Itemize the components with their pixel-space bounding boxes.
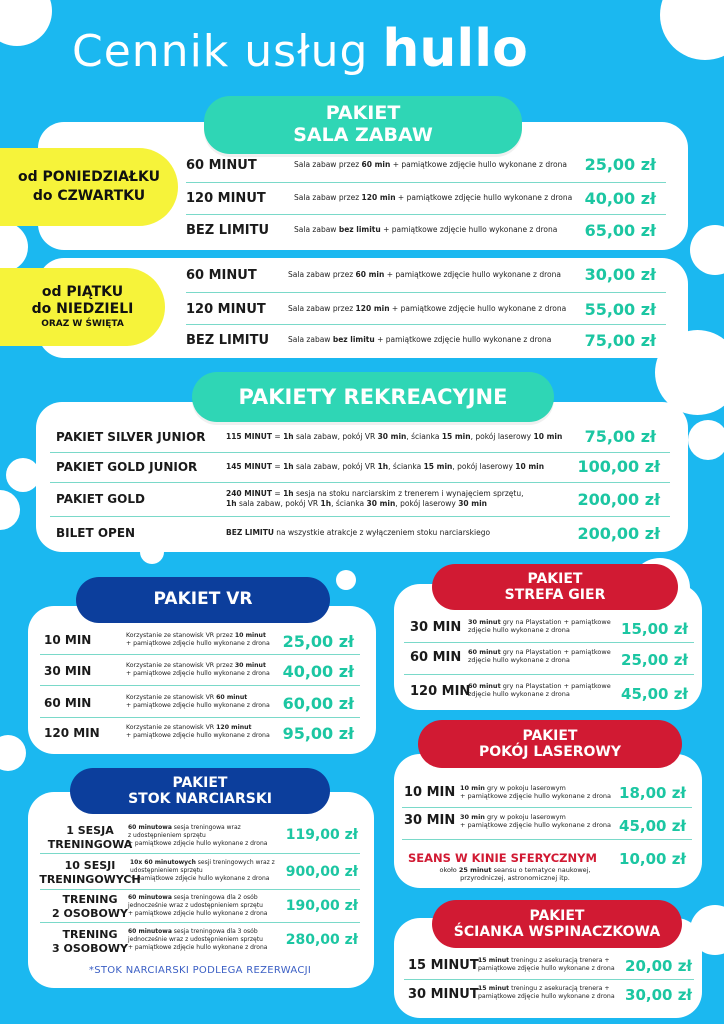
weekend-label-line: do NIEDZIELI	[31, 301, 134, 318]
bubble	[0, 0, 52, 46]
row-desc: Sala zabaw przez 60 min + pamiątkowe zdjęcie hullo wykonane z drona	[294, 160, 567, 170]
row-name: 10 MIN	[404, 785, 456, 800]
row-desc: 60 minutowa sesja treningowa dla 2 osób jednocześnie wraz z udostępnieniem sprzętu + pamiątkowe zdjęcie hullo wykonane z drona	[128, 894, 268, 917]
heading-line: PAKIETY REKREACYJNE	[238, 384, 508, 409]
bubble	[336, 570, 356, 590]
row-price: 55,00 zł	[584, 300, 656, 319]
stok-heading	[70, 768, 330, 814]
kino-desc: około 25 minut seansu o tematyce naukowej, przyrodniczej, astronomicznej itp.	[439, 866, 591, 883]
row-price: 75,00 zł	[584, 331, 656, 350]
weekday-label-line: do CZWARTKU	[32, 188, 146, 204]
price-row	[186, 265, 586, 285]
heading-line: SALA ZABAW	[293, 124, 433, 146]
row-divider	[404, 642, 694, 643]
row-desc: Sala zabaw przez 120 min + pamiątkowe zdjęcie hullo wykonane z drona	[288, 304, 567, 314]
row-name: 1 SESJA TRENINGOWA	[47, 824, 133, 852]
row-name: PAKIET GOLD	[56, 492, 145, 506]
heading-line: PAKIET	[529, 907, 585, 924]
weekend-label-line: od PIĄTKU	[41, 283, 124, 300]
row-name: 30 MINUT	[408, 987, 479, 1002]
row-divider	[186, 324, 666, 325]
price-row	[186, 220, 586, 240]
heading-line: ŚCIANKA WSPINACZKOWA	[453, 924, 661, 940]
row-name: BEZ LIMITU	[186, 222, 270, 238]
row-desc: 10 min gry w pokoju laserowym + pamiątkowe zdjęcie hullo wykonane z drona	[460, 784, 612, 801]
bubble	[6, 458, 40, 492]
heading-line: PAKIET	[172, 774, 228, 791]
row-divider	[186, 292, 666, 293]
bubble	[690, 225, 724, 275]
row-desc: Sala zabaw przez 60 min + pamiątkowe zdjęcie hullo wykonane z drona	[288, 270, 561, 280]
row-price: 75,00 zł	[584, 427, 656, 446]
bubble	[0, 735, 26, 771]
price-row	[186, 330, 586, 350]
row-name: 30 MIN	[410, 620, 462, 635]
row-price: 100,00 zł	[577, 457, 660, 476]
row-price: 25,00 zł	[621, 651, 688, 669]
row-price: 280,00 zł	[285, 932, 358, 948]
row-name: TRENING 2 OSOBOWY	[52, 893, 128, 921]
kino-price: 10,00 zł	[619, 850, 686, 868]
row-price: 25,00 zł	[282, 632, 354, 651]
row-price: 20,00 zł	[625, 957, 692, 975]
row-desc: Korzystanie ze stanowisk VR przez 30 minut + pamiątkowe zdjęcie hullo wykonane z drona	[126, 662, 270, 678]
row-divider	[402, 839, 692, 840]
bubble	[688, 420, 724, 460]
row-divider	[40, 889, 360, 890]
row-divider	[404, 979, 694, 980]
row-name: 30 MIN	[44, 664, 92, 678]
row-price: 900,00 zł	[285, 864, 358, 880]
heading-line: PAKIET	[325, 102, 401, 125]
heading-line: PAKIET	[527, 570, 583, 587]
row-price: 200,00 zł	[577, 490, 660, 509]
row-divider	[50, 482, 670, 483]
heading-line: PAKIET VR	[153, 589, 253, 610]
row-name: BILET OPEN	[56, 526, 136, 540]
price-row	[186, 155, 586, 175]
row-divider	[40, 853, 360, 854]
row-desc: 60 minutowa sesja treningowa wraz z udostępnieniem sprzętu + pamiątkowe zdjęcie hullo wykonane z drona	[128, 824, 268, 847]
row-price: 30,00 zł	[625, 986, 692, 1004]
row-price: 60,00 zł	[282, 694, 354, 713]
row-name: TRENING 3 OSOBOWY	[52, 928, 128, 956]
row-price: 18,00 zł	[619, 784, 686, 802]
row-divider	[404, 674, 694, 675]
row-name: 60 MINUT	[186, 267, 257, 283]
row-name: 10 SESJI TRENINGOWYCH	[39, 859, 141, 887]
stok-reservation-note: *STOK NARCIARSKI PODLEGA REZERWACJI	[88, 965, 312, 976]
row-divider	[402, 807, 692, 808]
row-name: 120 MINUT	[186, 301, 266, 317]
row-name: 10 MIN	[44, 633, 92, 647]
hullo-logo: hullo	[382, 19, 528, 79]
row-price: 45,00 zł	[621, 685, 688, 703]
row-name: 60 MIN	[410, 650, 462, 665]
row-price: 95,00 zł	[282, 724, 354, 743]
page-title-text: Cennik usług	[72, 26, 369, 77]
row-desc: BEZ LIMITU na wszystkie atrakcje z wyłączeniem stoku narciarskiego	[226, 528, 491, 537]
row-desc: 60 minutowa sesja treningowa dla 3 osób jednocześnie wraz z udostępnieniem sprzętu + pamiątkowe zdjęcie hullo wykonane z drona	[128, 928, 268, 951]
row-divider	[50, 516, 670, 517]
row-price: 65,00 zł	[584, 221, 656, 240]
row-divider	[40, 685, 360, 686]
row-desc: Sala zabaw bez limitu + pamiątkowe zdjęcie hullo wykonane z drona	[294, 225, 558, 235]
heading-line: POKÓJ LASEROWY	[478, 744, 622, 760]
row-name: 60 MIN	[44, 696, 92, 710]
row-divider	[40, 717, 360, 718]
bubble	[0, 490, 20, 530]
weekday-label-line: od PONIEDZIAŁKU	[18, 169, 160, 186]
row-desc: 10x 60 minutowych sesji treningowych wraz z udostępnieniem sprzętu + pamiątkowe zdjęcie hullo wykonane z drona	[130, 859, 275, 882]
row-name: BEZ LIMITU	[186, 332, 270, 348]
bubble	[0, 222, 28, 272]
row-price: 40,00 zł	[282, 662, 354, 681]
heading-line: PAKIET	[522, 727, 578, 744]
weekend-label-line: ORAZ W ŚWIĘTA	[41, 318, 124, 329]
row-name: 120 MIN	[410, 684, 471, 699]
row-name: 30 MIN	[404, 813, 456, 828]
vr-heading	[76, 577, 330, 623]
weekday-label	[0, 148, 178, 226]
row-price: 25,00 zł	[584, 155, 656, 174]
heading-line: STREFA GIER	[504, 587, 606, 603]
row-divider	[186, 214, 666, 215]
row-divider	[40, 922, 360, 923]
row-price: 119,00 zł	[285, 827, 358, 843]
row-price: 30,00 zł	[584, 265, 656, 284]
row-desc: 15 minut treningu z asekuracją trenera + pamiątkowe zdjęcie hullo wykonane z drona	[478, 957, 615, 973]
row-desc: Korzystanie ze stanowisk VR 60 minut + pamiątkowe zdjęcie hullo wykonane z drona	[126, 694, 270, 710]
row-name: 120 MIN	[44, 726, 100, 740]
stok-card	[28, 792, 374, 988]
sala-zabaw-heading	[204, 96, 522, 154]
row-desc: 30 minut gry na Playstation + pamiątkowe zdjęcie hullo wykonane z drona	[468, 618, 611, 635]
row-price: 45,00 zł	[619, 817, 686, 835]
laser-heading	[418, 720, 682, 768]
row-divider	[186, 182, 666, 183]
kino-name: SEANS W KINIE SFERYCZNYM	[408, 851, 597, 865]
row-desc: 145 MINUT = 1h sala zabaw, pokój VR 1h, ścianka 15 min, pokój laserowy 10 min	[226, 462, 545, 471]
heading-line: STOK NARCIARSKI	[128, 791, 272, 807]
row-divider	[50, 452, 670, 453]
row-name: 120 MINUT	[186, 190, 266, 206]
row-name: PAKIET GOLD JUNIOR	[56, 460, 198, 474]
row-name: PAKIET SILVER JUNIOR	[56, 430, 206, 444]
row-desc: Sala zabaw przez 120 min + pamiątkowe zdjęcie hullo wykonane z drona	[294, 193, 573, 203]
row-desc: 30 min gry w pokoju laserowym + pamiątkowe zdjęcie hullo wykonane z drona	[460, 813, 612, 830]
price-row	[186, 299, 586, 319]
row-desc: 115 MINUT = 1h sala zabaw, pokój VR 30 min, ścianka 15 min, pokój laserowy 10 min	[226, 432, 563, 441]
row-desc: 240 MINUT = 1h sesja na stoku narciarskim z trenerem i wynajęciem sprzętu, 1h sala zabaw, pokój VR 1h, ścianka 30 min, pokój laserowy 30 min	[226, 489, 524, 508]
row-desc: 15 minut treningu z asekuracją trenera + pamiątkowe zdjęcie hullo wykonane z drona	[478, 985, 615, 1001]
rekreacyjne-heading	[192, 372, 554, 422]
row-desc: Korzystanie ze stanowisk VR przez 10 minut + pamiątkowe zdjęcie hullo wykonane z drona	[126, 632, 270, 648]
price-row	[186, 188, 586, 208]
row-price: 200,00 zł	[577, 524, 660, 543]
scianka-heading	[432, 900, 682, 948]
row-price: 15,00 zł	[621, 620, 688, 638]
row-price: 190,00 zł	[285, 898, 358, 914]
page-title	[72, 14, 672, 84]
weekend-label	[0, 268, 165, 346]
row-divider	[40, 654, 360, 655]
row-name: 15 MINUT	[408, 958, 479, 973]
gier-heading	[432, 564, 678, 610]
row-desc: 60 minut gry na Playstation + pamiątkowe zdjęcie hullo wykonane z drona	[468, 682, 611, 699]
row-desc: Korzystanie ze stanowisk VR 120 minut + pamiątkowe zdjęcie hullo wykonane z drona	[126, 724, 270, 740]
row-price: 40,00 zł	[584, 189, 656, 208]
row-desc: 60 minut gry na Playstation + pamiątkowe zdjęcie hullo wykonane z drona	[468, 648, 611, 665]
row-desc: Sala zabaw bez limitu + pamiątkowe zdjęcie hullo wykonane z drona	[288, 335, 552, 345]
row-name: 60 MINUT	[186, 157, 257, 173]
